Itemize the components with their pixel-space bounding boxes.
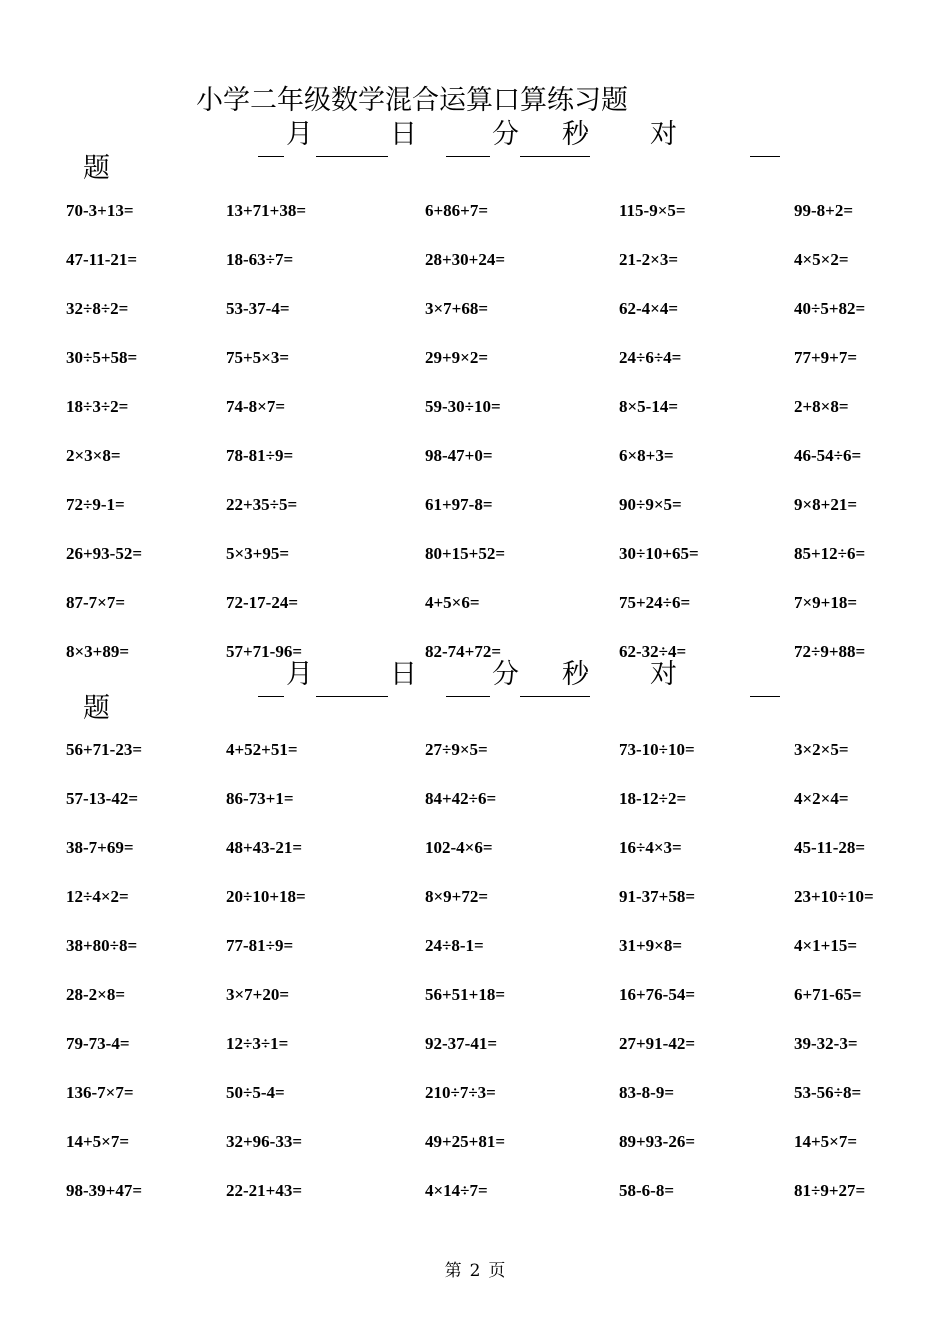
month-label: 月: [286, 119, 313, 150]
month-label: 月: [286, 659, 313, 690]
problem: 86-73+1=: [226, 789, 294, 808]
problem: 53-37-4=: [226, 299, 290, 318]
problem: 136-7×7=: [66, 1083, 134, 1102]
correct-label: 对: [650, 659, 677, 690]
problem: 24÷8-1=: [425, 936, 484, 955]
problem: 77-81÷9=: [226, 936, 294, 955]
blank-line[interactable]: [258, 696, 284, 697]
problem: 38-7+69=: [66, 838, 134, 857]
problem: 85+12÷6=: [794, 544, 866, 563]
problem: 4×14÷7=: [425, 1181, 488, 1200]
problem: 8×5-14=: [619, 397, 679, 416]
second-label: 秒: [562, 119, 589, 150]
problem: 61+97-8=: [425, 495, 493, 514]
problem: 78-81÷9=: [226, 446, 294, 465]
problem: 28-2×8=: [66, 985, 126, 1004]
problem: 7×9+18=: [794, 593, 858, 612]
problem: 75+24÷6=: [619, 593, 691, 612]
month-blank[interactable]: [316, 696, 388, 697]
problem: 91-37+58=: [619, 887, 696, 906]
problem: 115-9×5=: [619, 201, 686, 220]
problem: 46-54÷6=: [794, 446, 862, 465]
problem: 59-30÷10=: [425, 397, 501, 416]
problem: 18-12÷2=: [619, 789, 687, 808]
blank-line[interactable]: [258, 156, 284, 157]
problem: 3×7+68=: [425, 299, 489, 318]
problem: 79-73-4=: [66, 1034, 130, 1053]
problem: 4×2×4=: [794, 789, 849, 808]
problem: 81÷9+27=: [794, 1181, 866, 1200]
problem: 28+30+24=: [425, 250, 506, 269]
problem: 24÷6÷4=: [619, 348, 682, 367]
problem: 50÷5-4=: [226, 1083, 285, 1102]
correct-blank[interactable]: [750, 696, 780, 697]
problem: 47-11-21=: [66, 250, 138, 269]
problem: 32÷8÷2=: [66, 299, 129, 318]
day-label: 日: [390, 659, 417, 690]
problem: 16÷4×3=: [619, 838, 682, 857]
problem: 4+52+51=: [226, 740, 298, 759]
problem: 70-3+13=: [66, 201, 134, 220]
footer-suffix: 页: [488, 1261, 506, 1281]
minute-blank[interactable]: [446, 696, 490, 697]
problem: 102-4×6=: [425, 838, 493, 857]
problem: 62-32÷4=: [619, 642, 687, 661]
questions-label: 题: [83, 153, 110, 184]
problem: 90÷9×5=: [619, 495, 682, 514]
page-footer: [0, 1260, 950, 1282]
problem: 39-32-3=: [794, 1034, 858, 1053]
day-label: 日: [390, 119, 417, 150]
problem: 57+71-96=: [226, 642, 303, 661]
problem: 73-10÷10=: [619, 740, 695, 759]
problem: 3×7+20=: [226, 985, 290, 1004]
problem: 18÷3÷2=: [66, 397, 129, 416]
problem: 31+9×8=: [619, 936, 683, 955]
problem: 6+86+7=: [425, 201, 489, 220]
problem: 74-8×7=: [226, 397, 286, 416]
second-blank[interactable]: [520, 696, 590, 697]
problem: 30÷10+65=: [619, 544, 699, 563]
problem: 84+42÷6=: [425, 789, 497, 808]
correct-label: 对: [650, 119, 677, 150]
problem: 56+51+18=: [425, 985, 506, 1004]
second-label: 秒: [562, 659, 589, 690]
problem: 4+5×6=: [425, 593, 480, 612]
problem: 80+15+52=: [425, 544, 506, 563]
problem: 5×3+95=: [226, 544, 290, 563]
month-blank[interactable]: [316, 156, 388, 157]
problem: 58-6-8=: [619, 1181, 675, 1200]
problem: 45-11-28=: [794, 838, 866, 857]
problem: 2×3×8=: [66, 446, 121, 465]
problem: 6+71-65=: [794, 985, 862, 1004]
questions-label: 题: [83, 693, 110, 724]
problem: 30÷5+58=: [66, 348, 138, 367]
problem: 98-39+47=: [66, 1181, 143, 1200]
problem: 210÷7÷3=: [425, 1083, 496, 1102]
minute-label: 分: [492, 659, 519, 690]
problem: 38+80÷8=: [66, 936, 138, 955]
problem: 92-37-41=: [425, 1034, 498, 1053]
problem: 14+5×7=: [794, 1132, 858, 1151]
problem: 72-17-24=: [226, 593, 299, 612]
problem: 89+93-26=: [619, 1132, 696, 1151]
problem: 4×1+15=: [794, 936, 858, 955]
problem: 57-13-42=: [66, 789, 139, 808]
second-blank[interactable]: [520, 156, 590, 157]
problem: 27÷9×5=: [425, 740, 488, 759]
problem: 22-21+43=: [226, 1181, 303, 1200]
problem: 75+5×3=: [226, 348, 290, 367]
minute-label: 分: [492, 119, 519, 150]
problem: 72÷9-1=: [66, 495, 125, 514]
problem: 16+76-54=: [619, 985, 696, 1004]
page-number: 2: [469, 1261, 481, 1281]
problem: 13+71+38=: [226, 201, 307, 220]
problem: 82-74+72=: [425, 642, 502, 661]
problem: 48+43-21=: [226, 838, 303, 857]
problem: 18-63÷7=: [226, 250, 294, 269]
problem: 8×3+89=: [66, 642, 130, 661]
score-header-1: [0, 118, 950, 188]
problem: 6×8+3=: [619, 446, 674, 465]
problem: 12÷4×2=: [66, 887, 129, 906]
problem: 14+5×7=: [66, 1132, 130, 1151]
problem: 98-47+0=: [425, 446, 493, 465]
problem: 49+25+81=: [425, 1132, 506, 1151]
problem: 21-2×3=: [619, 250, 679, 269]
problem: 4×5×2=: [794, 250, 849, 269]
problem: 56+71-23=: [66, 740, 143, 759]
problem: 23+10÷10=: [794, 887, 874, 906]
problem: 9×8+21=: [794, 495, 858, 514]
problem: 83-8-9=: [619, 1083, 675, 1102]
correct-blank[interactable]: [750, 156, 780, 157]
problem: 29+9×2=: [425, 348, 489, 367]
footer-prefix: 第: [444, 1261, 462, 1281]
problem: 3×2×5=: [794, 740, 849, 759]
problem: 77+9+7=: [794, 348, 858, 367]
minute-blank[interactable]: [446, 156, 490, 157]
problem: 32+96-33=: [226, 1132, 303, 1151]
problem: 72÷9+88=: [794, 642, 866, 661]
problem: 27+91-42=: [619, 1034, 696, 1053]
problem: 8×9+72=: [425, 887, 489, 906]
problem: 20÷10+18=: [226, 887, 306, 906]
problem: 26+93-52=: [66, 544, 143, 563]
score-header-2: [0, 658, 950, 728]
problem: 53-56÷8=: [794, 1083, 862, 1102]
problem: 99-8+2=: [794, 201, 854, 220]
problem: 62-4×4=: [619, 299, 679, 318]
page-title: 小学二年级数学混合运算口算练习题: [196, 85, 628, 116]
problem: 12÷3÷1=: [226, 1034, 289, 1053]
problem: 87-7×7=: [66, 593, 126, 612]
problem: 2+8×8=: [794, 397, 849, 416]
problem: 22+35÷5=: [226, 495, 298, 514]
problem: 40÷5+82=: [794, 299, 866, 318]
